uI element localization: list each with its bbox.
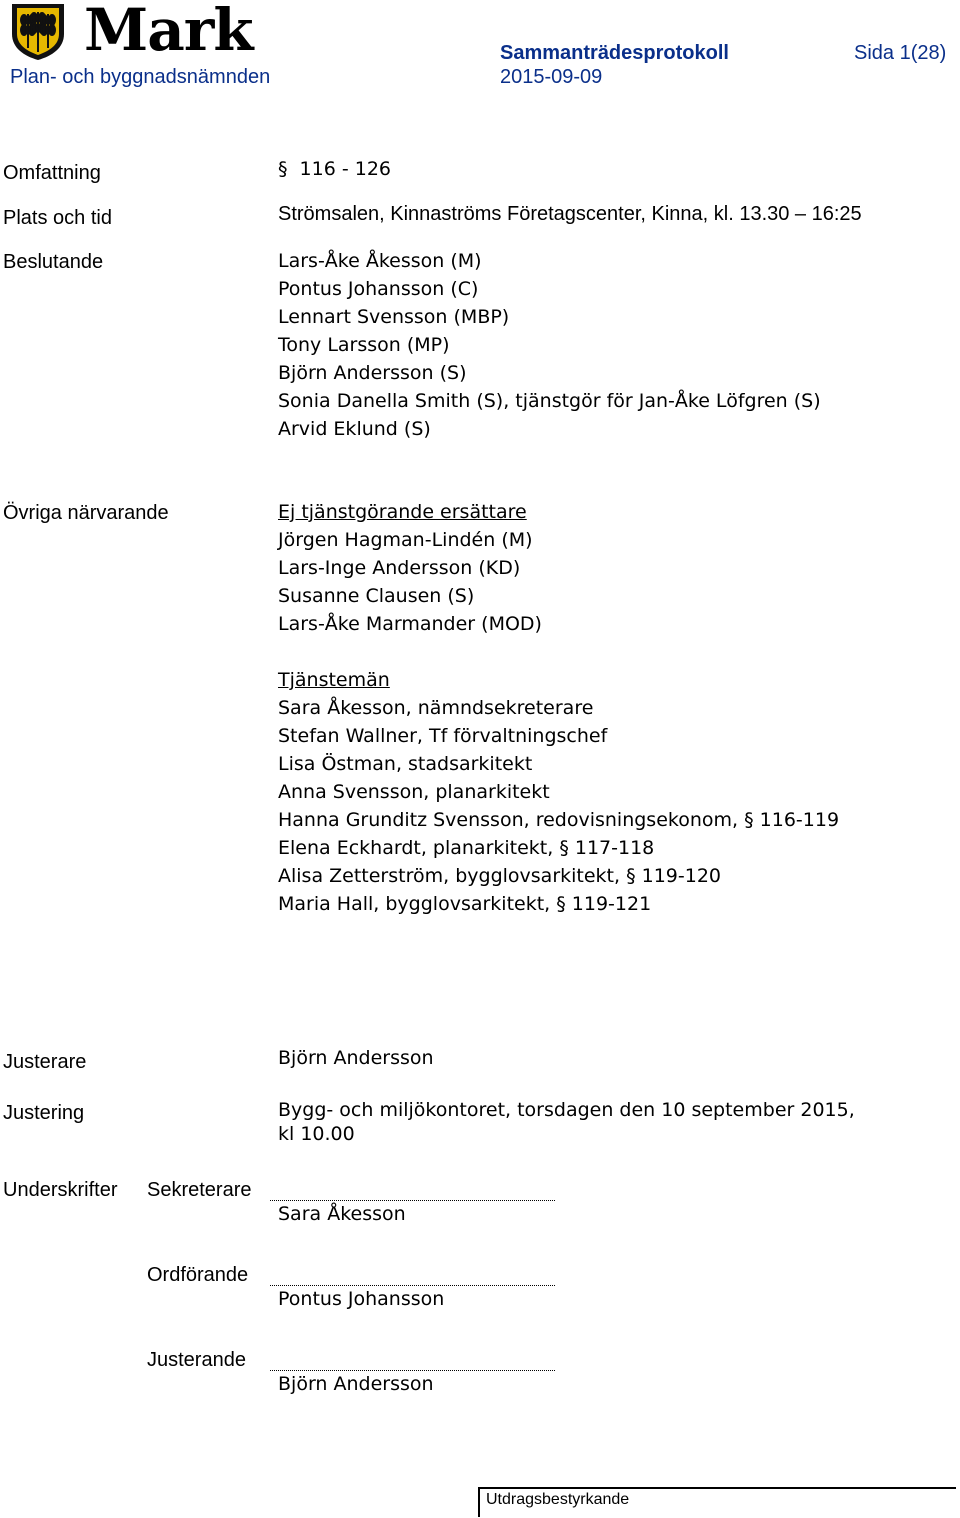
justering-value <box>278 1098 855 1146</box>
signature-line <box>270 1200 555 1201</box>
list-item: Pontus Johansson (C) <box>278 278 479 300</box>
signature-line <box>270 1370 555 1371</box>
omfattning-range: 116 - 126 <box>299 158 392 180</box>
plats-label: Plats och tid <box>3 207 112 229</box>
list-item: Tony Larsson (MP) <box>278 334 450 356</box>
brand-name: Mark <box>84 0 253 64</box>
list-item: Elena Eckhardt, planarkitekt, § 117-118 <box>278 837 655 859</box>
omfattning-value <box>278 158 391 180</box>
omfattning-label: Omfattning <box>3 162 101 184</box>
signature-name-ordforande: Pontus Johansson <box>278 1288 445 1310</box>
tjanstemen-heading: Tjänstemän <box>278 669 390 691</box>
justerare-label: Justerare <box>3 1051 87 1073</box>
meeting-date: 2015-09-09 <box>500 66 603 88</box>
list-item: Lars-Åke Åkesson (M) <box>278 250 482 272</box>
list-item: Lennart Svensson (MBP) <box>278 306 510 328</box>
list-item: Sara Åkesson, nämndsekreterare <box>278 697 594 719</box>
signature-role-justerande: Justerande <box>147 1349 246 1371</box>
signature-name-sekreterare: Sara Åkesson <box>278 1203 406 1225</box>
list-item: Anna Svensson, planarkitekt <box>278 781 550 803</box>
footer-label: Utdragsbestyrkande <box>486 1491 630 1508</box>
beslutande-label: Beslutande <box>3 251 104 273</box>
list-item: Björn Andersson (S) <box>278 362 467 384</box>
list-item: Maria Hall, bygglovsarkitekt, § 119-121 <box>278 893 652 915</box>
list-item: Stefan Wallner, Tf förvaltningschef <box>278 725 608 747</box>
signature-role-ordforande: Ordförande <box>147 1264 249 1286</box>
justerare-value: Björn Andersson <box>278 1047 434 1069</box>
footer-rule <box>478 1487 956 1489</box>
ovriga-label: Övriga närvarande <box>3 502 169 524</box>
signature-name-justerande: Björn Andersson <box>278 1373 434 1395</box>
list-item: Lars-Inge Andersson (KD) <box>278 557 521 579</box>
underskrifter-label: Underskrifter <box>3 1179 118 1201</box>
signature-role-sekreterare: Sekreterare <box>147 1179 252 1201</box>
plats-value: Strömsalen, Kinnaströms Företagscenter, Kinna, kl. 13.30 – 16:25 <box>278 203 862 225</box>
page-indicator: Sida 1(28) <box>854 42 947 64</box>
signature-line <box>270 1285 555 1286</box>
list-item: Susanne Clausen (S) <box>278 585 475 607</box>
paragraph-sign-icon: § <box>278 158 288 180</box>
wheat-shield-logo-icon <box>8 0 68 62</box>
justering-label: Justering <box>3 1102 85 1124</box>
list-item: Hanna Grunditz Svensson, redovisningsekonom, § 116-119 <box>278 809 840 831</box>
justering-line-1: Bygg- och miljökontoret, torsdagen den 10 september 2015, <box>278 1099 855 1121</box>
list-item: Lars-Åke Marmander (MOD) <box>278 613 542 635</box>
footer-divider <box>478 1487 480 1517</box>
department-name: Plan- och byggnadsnämnden <box>10 66 271 88</box>
document-title: Sammanträdesprotokoll <box>500 42 729 64</box>
list-item: Lisa Östman, stadsarkitekt <box>278 753 533 775</box>
beslutande-list <box>278 247 821 443</box>
list-item: Sonia Danella Smith (S), tjänstgör för Jan-Åke Löfgren (S) <box>278 390 821 412</box>
list-item: Alisa Zetterström, bygglovsarkitekt, § 119-120 <box>278 865 722 887</box>
justering-line-2: kl 10.00 <box>278 1123 355 1145</box>
list-item: Jörgen Hagman-Lindén (M) <box>278 529 533 551</box>
ersattare-heading: Ej tjänstgörande ersättare <box>278 501 527 523</box>
list-item: Arvid Eklund (S) <box>278 418 431 440</box>
ovriga-list <box>278 498 839 918</box>
